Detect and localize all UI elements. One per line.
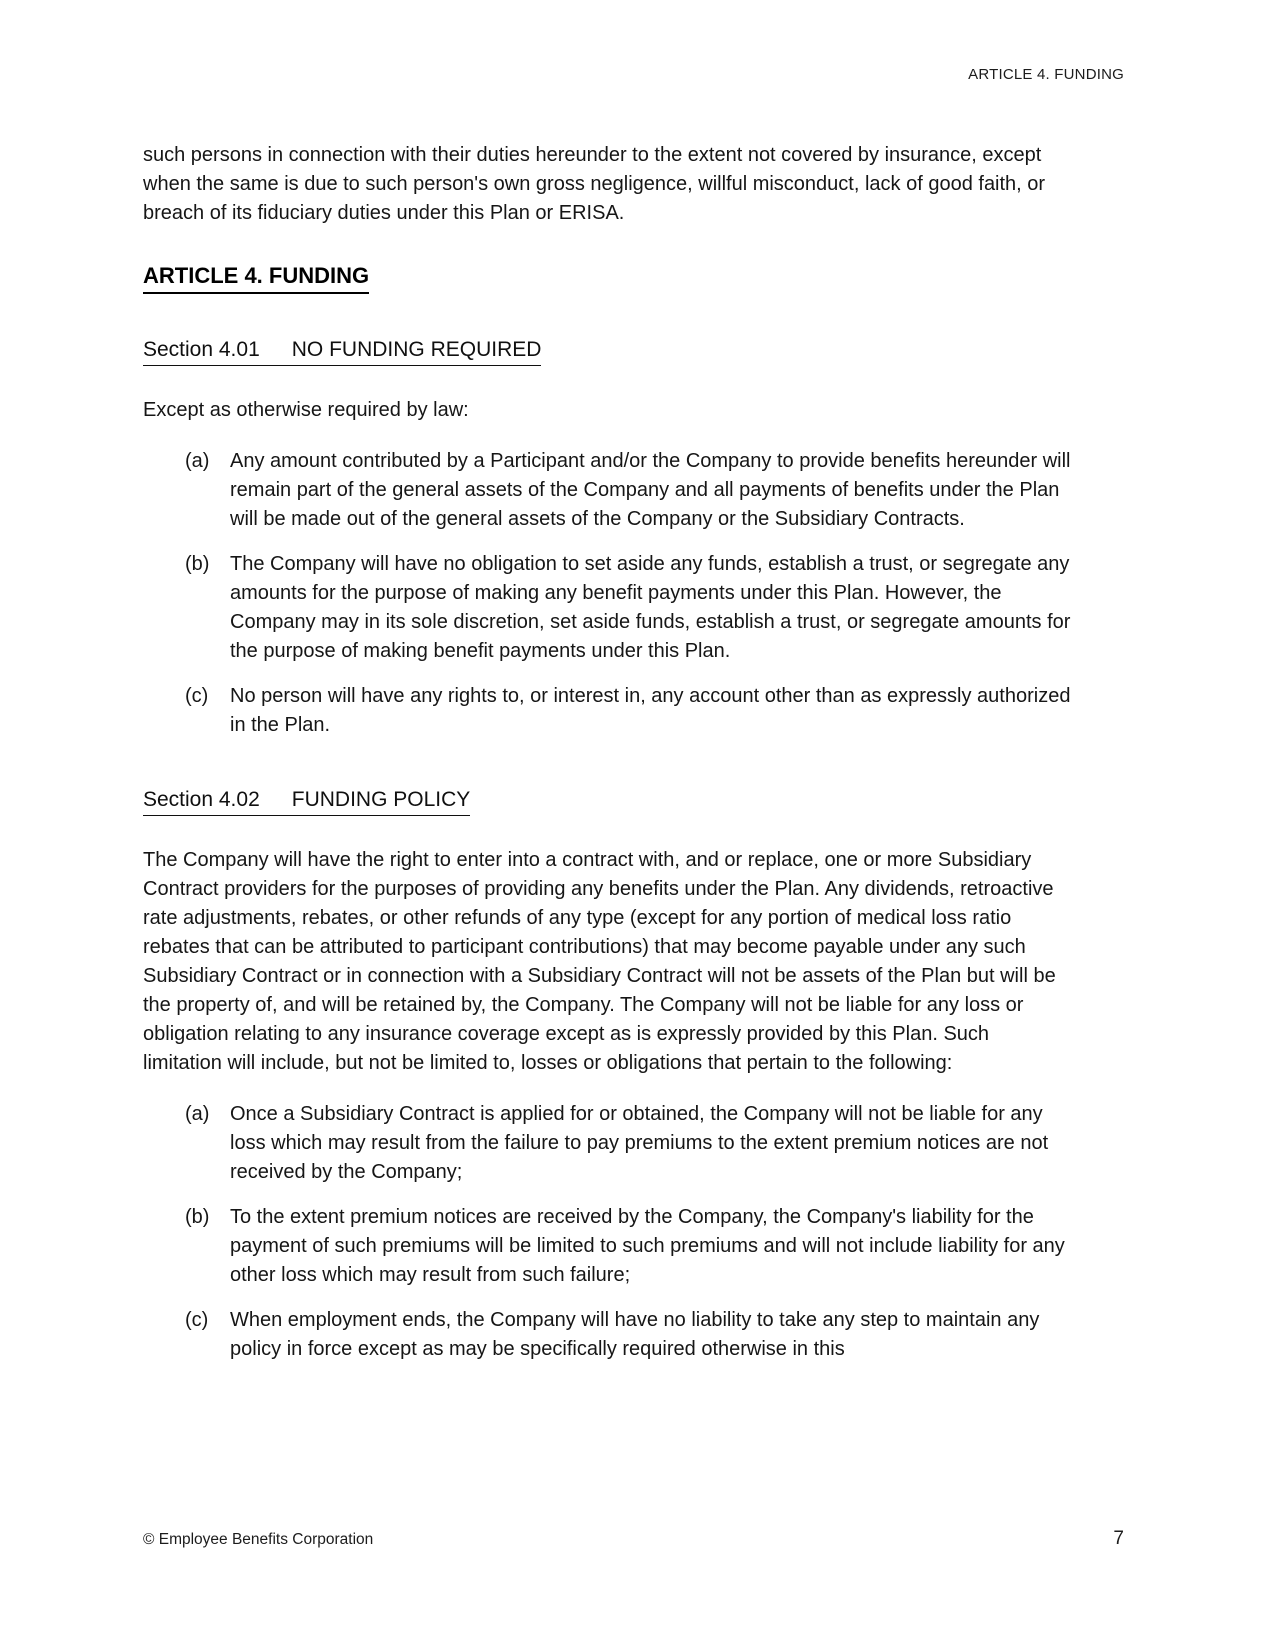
footer-copyright: © Employee Benefits Corporation: [143, 1531, 374, 1548]
section-4-01: [143, 336, 1073, 740]
section-4-02-lead: The Company will have the right to enter into a contract with, and or replace, one or more Subsidiary Contract providers for the purposes of providing any benefits under the Plan. Any dividends, retroactive rate adjustments, rebates, or other refunds of any type (except for any portion of medical loss ratio rebates that can be attributed to participant contributions) that may become payable under any such Subsidiary Contract or in connection with a Subsidiary Contract will not be assets of the Plan but will be the property of, and will be retained by, the Company. The Company will not be liable for any loss or obligation relating to any insurance coverage except as is expressly provided by this Plan. Such limitation will include, but not be limited to, losses or obligations that pertain to the following:: [143, 849, 1056, 1074]
list-marker: (c): [185, 1309, 209, 1331]
list-marker: (b): [185, 1206, 210, 1228]
list-item-text: When employment ends, the Company will have no liability to take any step to maintain any policy in force except as may be specifically required otherwise in this: [230, 1309, 1040, 1360]
section-4-02-heading: [143, 786, 1073, 816]
page-number: 7: [1113, 1528, 1124, 1549]
section-4-01-heading: [143, 336, 1073, 366]
list-marker: (b): [185, 553, 210, 575]
intro-paragraph: such persons in connection with their duties hereunder to the extent not covered by insurance, except when the same is due to such person's own gross negligence, willful misconduct, lack of good faith, or breach of its fiduciary duties under this Plan or ERISA.: [143, 144, 1046, 224]
section-4-01-lead: Except as otherwise required by law:: [143, 399, 469, 421]
list-item: [143, 1306, 1073, 1364]
section-number: Section 4.02: [143, 788, 260, 811]
list-item: [143, 1203, 1073, 1290]
list-item-text: Once a Subsidiary Contract is applied for or obtained, the Company will not be liable for any loss which may result from the failure to pay premiums to the extent premium notices are not received by the Company;: [230, 1103, 1049, 1183]
list-marker: (a): [185, 1103, 210, 1125]
section-number: Section 4.01: [143, 338, 260, 361]
list-marker: (c): [185, 685, 209, 707]
list-item: [143, 550, 1073, 666]
article-heading-text: ARTICLE 4. FUNDING: [143, 262, 369, 294]
list-item-text: Any amount contributed by a Participant and/or the Company to provide benefits hereunder will remain part of the general assets of the Company and all payments of benefits under the Plan will be made out of the general assets of the Company or the Subsidiary Contracts.: [230, 450, 1071, 530]
document-content: [143, 141, 1073, 1364]
section-title: NO FUNDING REQUIRED: [291, 338, 542, 361]
list-item: [143, 682, 1073, 740]
list-item: [143, 1100, 1073, 1187]
list-item-text: No person will have any rights to, or interest in, any account other than as expressly authorized in the Plan.: [230, 685, 1071, 736]
section-title: FUNDING POLICY: [291, 788, 471, 811]
running-header-text: ARTICLE 4. FUNDING: [968, 66, 1124, 83]
article-heading: [143, 262, 1073, 294]
section-4-02: [143, 786, 1073, 1364]
list-item-text: To the extent premium notices are received by the Company, the Company's liability for the payment of such premiums will be limited to such premiums and will not include liability for any other loss which may result from such failure;: [230, 1206, 1065, 1286]
page-header: [0, 0, 1275, 83]
list-item-text: The Company will have no obligation to set aside any funds, establish a trust, or segregate any amounts for the purpose of making any benefit payments under this Plan. However, the Company may in its sole discretion, set aside funds, establish a trust, or segregate amounts for the purpose of making benefit payments under this Plan.: [230, 553, 1071, 662]
list-item: [143, 447, 1073, 534]
list-marker: (a): [185, 450, 210, 472]
page-footer: [143, 1528, 1124, 1550]
